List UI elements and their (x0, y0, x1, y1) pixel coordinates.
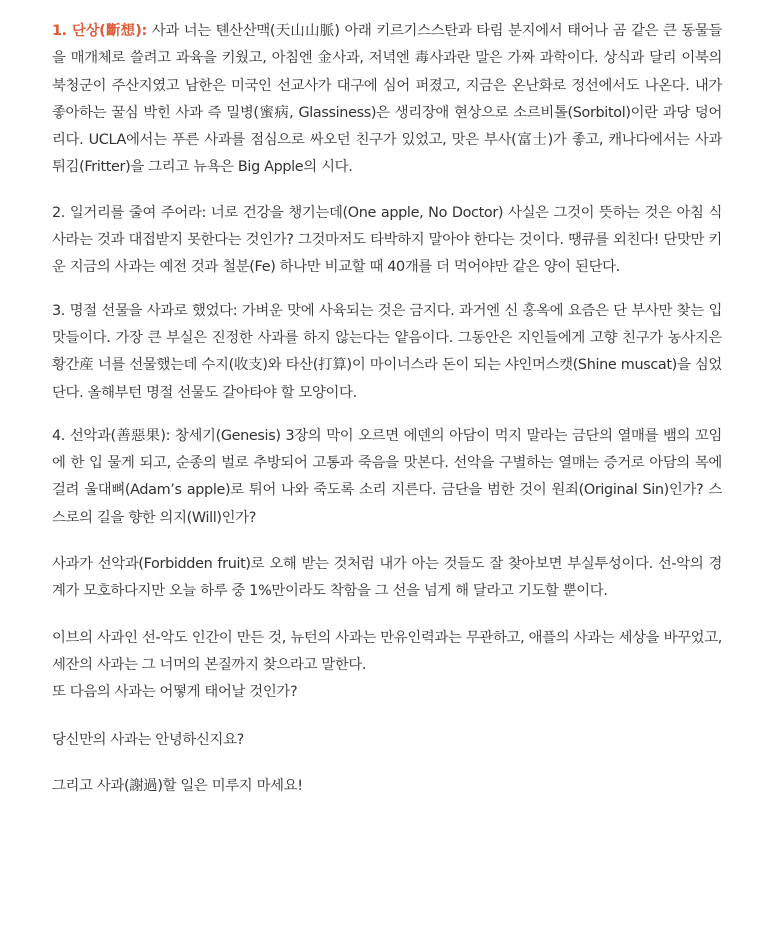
paragraph-8: 그리고 사과(謝過)할 일은 미루지 마세요! (52, 777, 303, 794)
paragraph-7: 당신만의 사과는 안녕하신지요? (52, 731, 244, 748)
paragraph-3: 3. 명절 선물을 사과로 했었다: 가벼운 맛에 사육되는 것은 금지다. 과거엔 신 홍옥에 요즘은 단 부사만 찾는 입맛들이다. 가장 큰 부실은 진정한 사과를 하지 않는다는 얕음이다. 그동안은 지인들에게 고향 친구가 농사지은 황간産 너를 선물했는데 수지(收支)와 타산(打算)이 마이너스라 돈이 되는 샤인머스캣(Shine muscat)을 심었단다. 올해부턴 명절 선물도 갈아타야 할 모양이다. (52, 302, 722, 401)
paragraph-4: 4. 선악과(善惡果): 창세기(Genesis) 3장의 막이 오르면 에덴의 아담이 먹지 말라는 금단의 열매를 뱀의 꼬임에 한 입 물게 되고, 순종의 벌로 추방되어 고통과 죽음을 맛본다. 선악을 구별하는 열매는 증거로 아담의 목에 걸려 울대뼈(Adam’s apple)로 튀어 나와 죽도록 소리 지른다. 금단을 범한 것이 원죄(Original Sin)인가? 스스로의 길을 향한 의지(Will)인가? (52, 427, 722, 526)
paragraph-2: 2. 일거리를 줄여 주어라: 너로 건강을 챙기는데(One apple, No Doctor) 사실은 그것이 뜻하는 것은 아침 식사라는 것과 대접받지 못한다는 것인가? 그것마저도 타박하지 말아야 한다는 것이다. 땡큐를 외친다! 단맛만 키운 지금의 사과는 예전 것과 철분(Fe) 하나만 비교할 때 40개를 더 먹어야만 같은 양이 된단다. (52, 204, 722, 276)
article-body (52, 18, 722, 800)
paragraph-5: 사과가 선악과(Forbidden fruit)로 오해 받는 것처럼 내가 아는 것들도 잘 찾아보면 부실투성이다. 선-악의 경계가 모호하다지만 오늘 하루 중 1%만이라도 착함을 그 선을 넘게 해 달라고 기도할 뿐이다. (52, 556, 722, 600)
paragraph-1-text: 사과 너는 톈산산맥(天山山脈) 아래 키르기스스탄과 타림 분지에서 태어나 곰 같은 큰 동물들을 매개체로 쓸려고 과육을 키웠고, 아침엔 金사과, 저녁엔 毒사과란 말은 가짜 과학이다. 상식과 달리 이북의 북청군이 주산지였고 남한은 미국인 선교사가 대구에 심어 퍼졌고, 지금은 온난화로 정선에서도 나온다. 내가 좋아하는 꿀심 박힌 사과 즉 밀병(蜜病, Glassiness)은 생리장애 현상으로 소르비톨(Sorbitol)이란 과당 덩어리다. UCLA에서는 푸른 사과를 점심으로 싸오던 친구가 있었고, 맛은 부사(富士)가 좋고, 캐나다에서는 사과 튀김(Fritter)을 그리고 뉴욕은 Big Apple의 시다. (52, 23, 722, 176)
paragraph-6-line-2: 또 다음의 사과는 어떻게 태어날 것인가? (52, 684, 298, 701)
paragraph-6 (52, 625, 722, 707)
paragraph-1 (52, 18, 722, 182)
paragraph-6-line-1: 이브의 사과인 선-악도 인간이 만든 것, 뉴턴의 사과는 만유인력과는 무관하고, 애플의 사과는 세상을 바꾸었고, 세잔의 사과는 그 너머의 본질까지 찾으라고 말한다. (52, 629, 722, 673)
paragraph-1-heading: 1. 단상(斷想): (52, 23, 147, 39)
